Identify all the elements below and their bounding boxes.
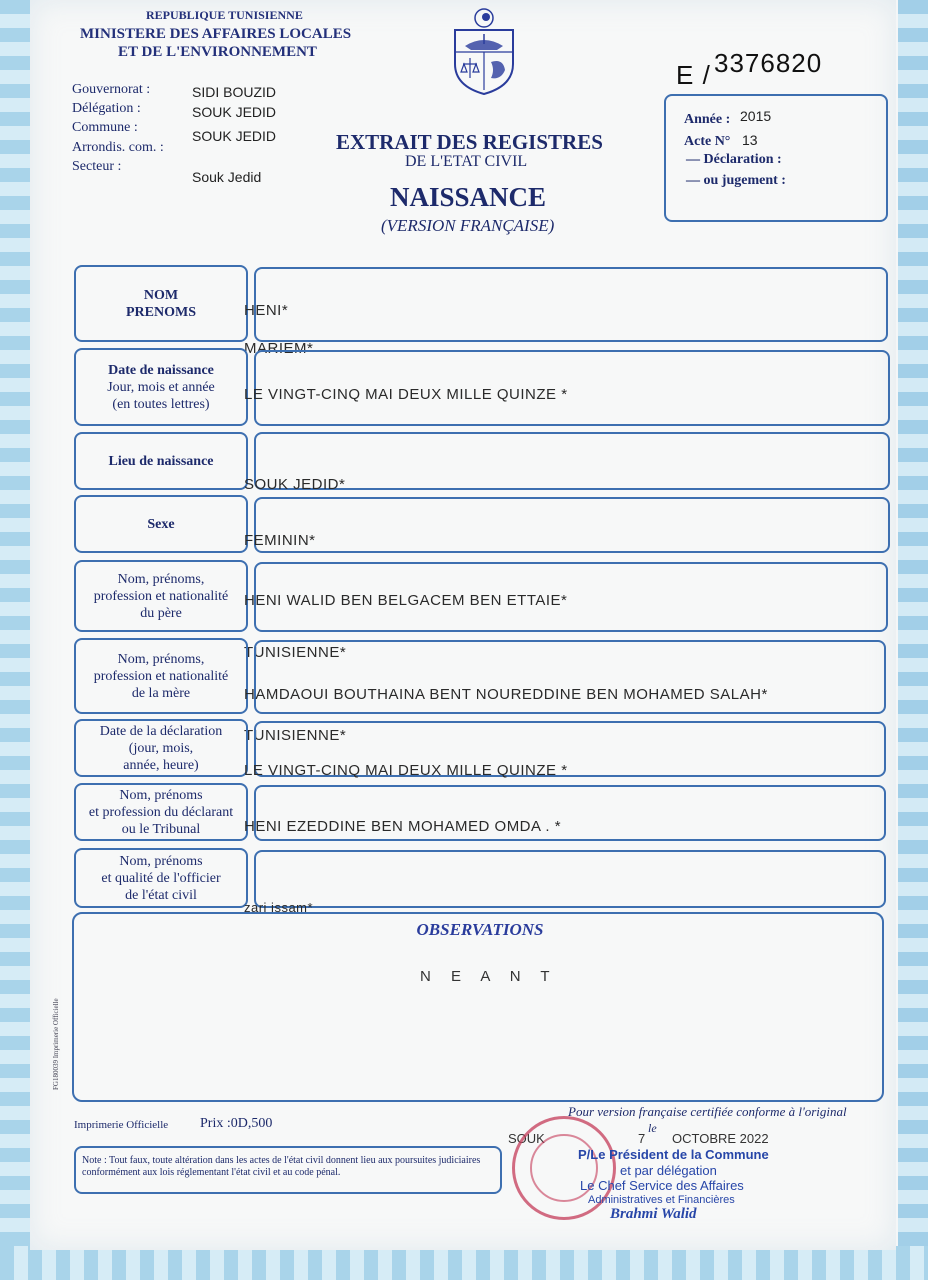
lieu-naissance-field [254,432,890,490]
gouvernorat-label: Gouvernorat : [72,82,151,97]
document-subtitle: DE L'ETAT CIVIL [405,153,528,170]
republic-heading: REPUBLIQUE TUNISIENNE [146,8,303,22]
lieu-naissance-value: SOUK JEDID* [244,476,346,493]
pere-label-line2: profession et nationalité [93,588,229,604]
commune-value: SOUK JEDID [192,128,277,144]
price-label: Prix :0D,500 [200,1116,273,1131]
sexe-label-text: Sexe [147,516,175,532]
declarant-label-line3: ou le Tribunal [121,821,201,837]
version-label: (VERSION FRANÇAISE) [381,216,555,235]
lieu-naissance-label [74,432,248,490]
pere-label-line3: du père [140,605,182,621]
declaration-label: — Déclaration : [686,152,782,167]
prenom-value: MARIEM* [244,340,314,357]
secteur-value: Souk Jedid [192,169,262,185]
observations-box [72,912,884,1102]
nom-prenoms-label [74,265,248,342]
ministry-heading-line1: MINISTERE DES AFFAIRES LOCALES [80,26,352,42]
signature-line2: et par délégation [620,1163,717,1178]
mere-value: HAMDAOUI BOUTHAINA BENT NOUREDDINE BEN MOHAMED SALAH* [244,686,768,703]
annee-value: 2015 [740,108,772,124]
officier-label [74,848,248,908]
serial-value: 3376820 [714,48,823,78]
acte-label: Acte N° [684,134,731,149]
declarant-label-line2: et profession du déclarant [88,804,234,820]
nom-value: HENI* [244,302,289,319]
certification-text: Pour version française certifiée conforme à l'original [568,1104,847,1119]
date-naissance-value: LE VINGT-CINQ MAI DEUX MILLE QUINZE * [244,386,568,403]
tunisian-coat-of-arms-icon [445,6,523,96]
officier-field [254,850,886,908]
declaration-date-label [74,719,248,777]
date-day-value: 7 [638,1131,646,1146]
signature-line4: Administratives et Financières [588,1194,735,1206]
secteur-label: Secteur : [72,159,122,174]
annee-label: Année : [684,112,731,127]
officier-value: zari issam* [244,900,314,915]
side-print-code: FG180039 Imprimerie Officielle [52,998,60,1090]
lieu-naissance-label-text: Lieu de naissance [108,453,214,469]
ministry-heading-line2: ET DE L'ENVIRONNEMENT [118,44,317,60]
date-naissance-label [74,348,248,426]
declaration-date-label-line1: Date de la déclaration [99,723,223,739]
declarant-label [74,783,248,841]
officier-label-line1: Nom, prénoms [119,853,203,869]
bottom-decorative-border [0,1246,928,1280]
sexe-value: FEMININ* [244,532,316,549]
officier-label-line3: de l'état civil [125,887,197,903]
observations-title: OBSERVATIONS [416,920,544,939]
declarant-value: HENI EZEDDINE BEN MOHAMED OMDA . * [244,818,562,835]
signature-line3: Le Chef Service des Affaires [580,1178,744,1193]
date-naissance-label-line2: Jour, mois et année [107,379,215,395]
nom-label: NOM [143,287,179,303]
legal-note: Note : Tout faux, toute altération dans les actes de l'état civil donnent lieu aux poursuites judiciaires conformément aux lois réglementant l'état civil et au code pénal. [74,1146,502,1194]
declarant-label-line1: Nom, prénoms [119,787,203,803]
signature-line1: P/Le Président de la Commune [578,1147,769,1162]
nom-prenoms-field [254,267,888,342]
prenoms-label: PRENOMS [126,304,196,320]
sexe-label [74,495,248,553]
declaration-date-label-line3: année, heure) [123,757,199,773]
serial-prefix: E / [676,60,711,90]
serial-number [676,60,711,91]
commune-label: Commune : [72,120,138,135]
date-naissance-label-line3: (en toutes lettres) [112,396,210,412]
declaration-date-value: LE VINGT-CINQ MAI DEUX MILLE QUINZE * [244,762,568,779]
delegation-label: Délégation : [72,101,141,116]
mere-label-line1: Nom, prénoms, [117,651,205,667]
mere-nationality: TUNISIENNE* [244,727,347,744]
signature-name: Brahmi Walid [610,1206,697,1222]
date-naissance-label-line1: Date de naissance [108,362,214,378]
gouvernorat-value: SIDI BOUZID [192,84,277,100]
right-decorative-border [898,0,928,1280]
delegation-value: SOUK JEDID [192,104,277,120]
place-value: SOUK [508,1131,545,1146]
imprimerie-label: Imprimerie Officielle [74,1119,169,1131]
pere-label-line1: Nom, prénoms, [117,571,205,587]
mere-label [74,638,248,714]
acte-info-box [664,94,888,222]
document-type: NAISSANCE [390,182,547,212]
document-title: EXTRAIT DES REGISTRES [336,130,603,154]
sexe-field [254,497,890,553]
observations-value: N E A N T [420,968,558,985]
jugement-label: — ou jugement : [686,173,786,188]
left-decorative-border [0,0,34,1280]
pere-label [74,560,248,632]
date-value: OCTOBRE 2022 [672,1131,769,1146]
officier-label-line2: et qualité de l'officier [101,870,221,886]
arrondissement-label: Arrondis. com. : [72,140,164,155]
pere-value: HENI WALID BEN BELGACEM BEN ETTAIE* [244,592,568,609]
date-le-label: le [648,1121,657,1135]
declaration-date-label-line2: (jour, mois, [128,740,194,756]
pere-nationality: TUNISIENNE* [244,644,347,661]
acte-value: 13 [742,132,758,148]
mere-label-line2: profession et nationalité [93,668,229,684]
mere-label-line3: de la mère [131,685,191,701]
